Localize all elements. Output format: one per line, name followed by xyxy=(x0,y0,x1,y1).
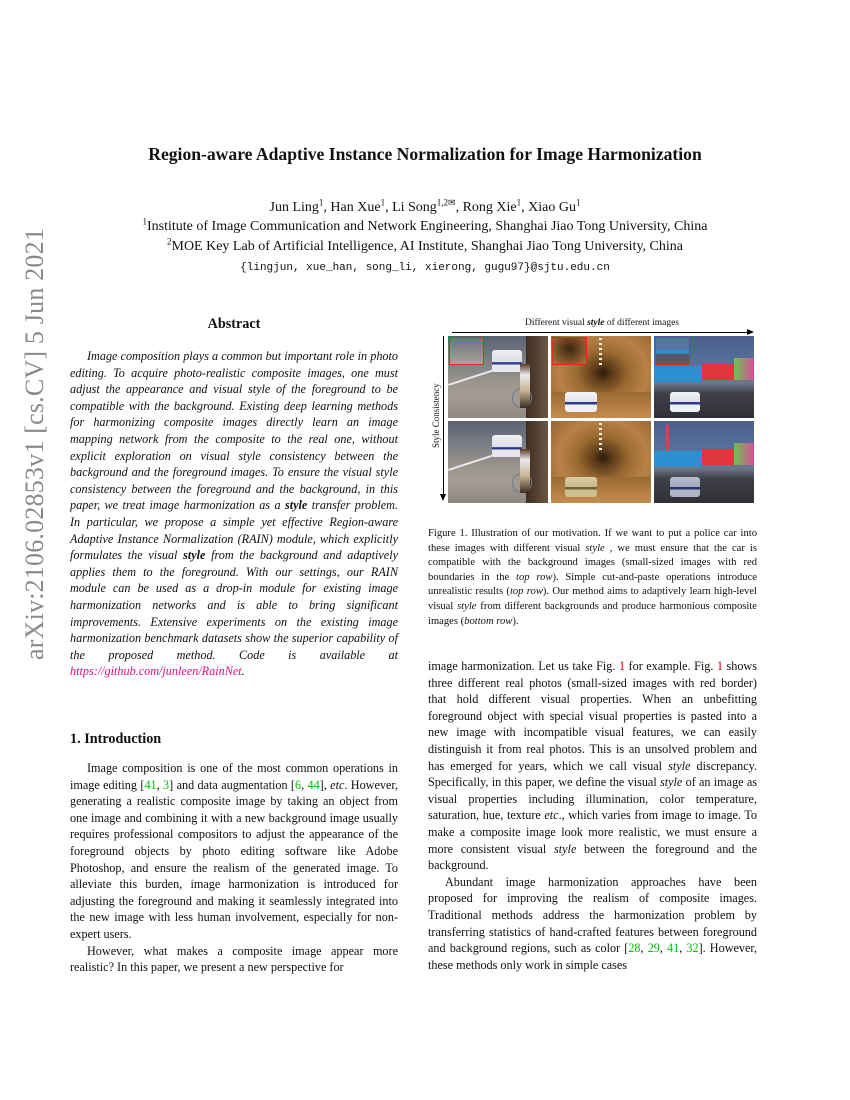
paper-title: Region-aware Adaptive Instance Normalization for Image Harmonization xyxy=(148,144,702,164)
author-name: Li Song xyxy=(392,200,437,215)
citation-link[interactable]: 28 xyxy=(628,941,641,956)
code-link[interactable]: https://github.com/junleen/RainNet xyxy=(70,664,242,679)
citation-link[interactable]: 41 xyxy=(667,941,680,956)
vertical-arrow xyxy=(443,336,444,496)
citation-link[interactable]: 6 xyxy=(294,777,302,792)
intro-heading: 1. Introduction xyxy=(70,731,162,747)
intro-body xyxy=(70,760,398,976)
police-car xyxy=(670,477,700,497)
text: of different images xyxy=(604,318,679,328)
abstract-heading: Abstract xyxy=(207,316,261,332)
figure-side-label: Style Consistency xyxy=(431,383,441,448)
citation-link[interactable]: 29 xyxy=(647,941,660,956)
text: , xyxy=(679,941,687,956)
text: discrepancy. Specifically, in this paper, we define the visual xyxy=(428,758,757,790)
text: style xyxy=(585,542,605,554)
text: ]. However, these methods only work in simple cases xyxy=(428,941,758,972)
text: top row xyxy=(516,571,553,583)
text: top row xyxy=(509,586,543,598)
figure-panel-waterfront-harmonized xyxy=(654,421,754,503)
figure-panel-tunnel-harmonized xyxy=(551,421,651,503)
body-paragraph xyxy=(428,658,757,874)
figure-ref-link[interactable]: 1 xyxy=(618,659,626,673)
abstract-text: transfer problem. In particular, we propose a simple yet effective Region-aware Adaptive Instance Normalization (RAIN) module, which explicitly formulates the visual xyxy=(70,498,398,563)
citation-link[interactable]: 44 xyxy=(307,777,320,792)
author-affil: 1 xyxy=(380,197,386,208)
abstract-text: . xyxy=(241,664,245,679)
reference-inset xyxy=(552,337,587,365)
emphasis: style xyxy=(284,498,308,513)
body-paragraph xyxy=(428,874,757,974)
text: style xyxy=(659,775,683,790)
author-affil: 1 xyxy=(318,197,324,208)
abstract-body xyxy=(70,348,398,680)
figure-top-label xyxy=(447,318,757,328)
text: Different visual xyxy=(525,318,588,328)
text: etc xyxy=(544,808,559,823)
text: style xyxy=(554,841,577,856)
abstract-text: Image composition plays a common but important role in photo editing. To acquire photo-realistic composite images, one must adjust the appearance and visual style of the foreground to be compatible with the background. Existing deep learning methods for harmonizing composite images directly learn an image mapping network from the composite to the real one, without explicit exploration on visual style consistency between the background and the foreground images. To ensure the visual style consistency between the foreground and the background, in this paper, we treat image harmonization as a xyxy=(70,349,398,513)
text: Figure 1. Illustration of our motivation. If we want to put a police car into these images with different visual xyxy=(428,528,757,554)
author-name: Xiao Gu xyxy=(528,200,576,215)
text: between the foreground and the background. xyxy=(428,841,757,873)
text: of an image as visual properties including illumination, color temperature, saturation, hue, texture xyxy=(428,775,757,823)
text: ., which varies from image to image. To make a composite image look more realistic, we must ensure a more consistent visual xyxy=(428,808,758,856)
figure-panel-tunnel-composite xyxy=(551,336,651,418)
text: etc xyxy=(330,777,345,792)
arrow-right-icon xyxy=(747,329,754,335)
text: ). Simple cut-and-paste operations introduce unrealistic results ( xyxy=(428,571,757,598)
author-list: Jun Ling$^1$, Han Xue$^1$, Li Song$^{1,2✉}$, Rong Xie$^1$, Xiao Gu$^1$ xyxy=(269,197,581,215)
police-car xyxy=(670,392,700,412)
figure-ref-link[interactable]: 1 xyxy=(716,659,723,673)
intro-paragraph xyxy=(70,760,398,943)
emphasis: style xyxy=(587,318,605,328)
reference-inset xyxy=(449,337,484,365)
figure-caption xyxy=(428,527,757,629)
text: ], xyxy=(319,777,331,792)
arxiv-stamp: arXiv:2106.02853v1 [cs.CV] 5 Jun 2021 xyxy=(20,227,49,660)
text: from different backgrounds and produce harmonious composite images ( xyxy=(428,600,757,627)
police-car xyxy=(565,477,597,497)
author-affil: 1,2✉ xyxy=(436,197,456,208)
author-name: Rong Xie xyxy=(462,200,517,215)
reference-inset xyxy=(655,337,690,365)
text: style xyxy=(457,600,477,612)
author-affil: 1 xyxy=(575,197,581,208)
figure-panel-street-harmonized xyxy=(448,421,548,503)
text: image harmonization. Let us take Fig. xyxy=(428,659,619,673)
police-car xyxy=(565,392,597,412)
citation-link[interactable]: 41 xyxy=(144,777,157,792)
police-car xyxy=(492,435,522,457)
text: ). xyxy=(512,615,519,627)
citation-link[interactable]: 3 xyxy=(163,777,170,792)
text: Abundant image harmonization approaches have been proposed for improving the realism of composite images. Traditional methods address the harmonization problem by transferring statistics of hand-crafted features between foreground and background regions, such as color [ xyxy=(428,874,757,956)
arrow-down-icon xyxy=(440,494,446,501)
affil-text: Institute of Image Communication and Network Engineering, Shanghai Jiao Tong University, China xyxy=(147,219,708,234)
text: for example. Fig. xyxy=(625,659,717,673)
text: , xyxy=(659,941,668,956)
horizontal-arrow xyxy=(452,332,749,333)
text: ). Our method aims to adaptively learn high-level visual xyxy=(428,586,757,612)
text: , xyxy=(301,777,308,792)
text: ] and data augmentation [ xyxy=(169,777,295,792)
author-emails: {lingjun, xue_han, song_li, xierong, gugu97}@sjtu.edu.cn xyxy=(240,262,610,274)
text: bottom row xyxy=(464,615,513,627)
author-affil: 1 xyxy=(516,197,522,208)
text: , we must ensure that the car is compatible with the background images (small-sized images with red boundaries in the xyxy=(428,542,757,583)
text: Image composition is one of the most common operations in image editing [ xyxy=(70,761,398,792)
figure-panel-waterfront-composite xyxy=(654,336,754,418)
police-car xyxy=(492,350,522,372)
figure-panel-street-composite xyxy=(448,336,548,418)
affil-text: MOE Key Lab of Artificial Intelligence, AI Institute, Shanghai Jiao Tong University, China xyxy=(171,239,683,254)
intro-paragraph: However, what makes a composite image appear more realistic? In this paper, we present a new perspective for xyxy=(70,943,398,975)
abstract-text: from the background and adaptively applies them to the foreground. With our settings, our RAIN module can be used as a drop-in module for existing image harmonization networks and is able to bring significant improvements. Extensive experiments on the existing image harmonization benchmark datasets show the superior capability of the proposed method. Code is available at xyxy=(70,548,398,662)
citation-link[interactable]: 32 xyxy=(686,941,699,956)
affiliation-2 xyxy=(0,236,850,255)
text: . However, generating a realistic composite image by taking an object from one image and combining it with a new background image usually requires professional compositors to adjust the appearance of the foreground objects by photo editing software like Adobe Photoshop, and ensure the realism of the generated image. To alleviate this burden, image harmonization is introduced for adjusting the foreground and making it seamlessly integrated into the new image with less human involvement, especially for non-expert users. xyxy=(70,777,399,941)
right-column-body xyxy=(428,658,757,973)
text: style xyxy=(668,758,691,773)
text: , xyxy=(156,777,164,792)
affiliation-1 xyxy=(0,216,850,235)
affil-mark: 1 xyxy=(142,216,147,227)
emphasis: style xyxy=(183,548,206,563)
text: shows three different real photos (small-sized images with red border) that hold different visual properties. When an unbefitting foreground object with special visual properties is pasted into a new image with incompatible visual features, we can easily distinguish it from real photos. This is an unsolved problem and has emerged for years, which we call visual xyxy=(428,659,757,773)
author-name: Jun Ling xyxy=(269,200,319,215)
text: , xyxy=(640,941,648,956)
figure-image-grid xyxy=(448,336,754,503)
affil-mark: 2 xyxy=(167,236,172,247)
author-name: Han Xue xyxy=(330,200,381,215)
